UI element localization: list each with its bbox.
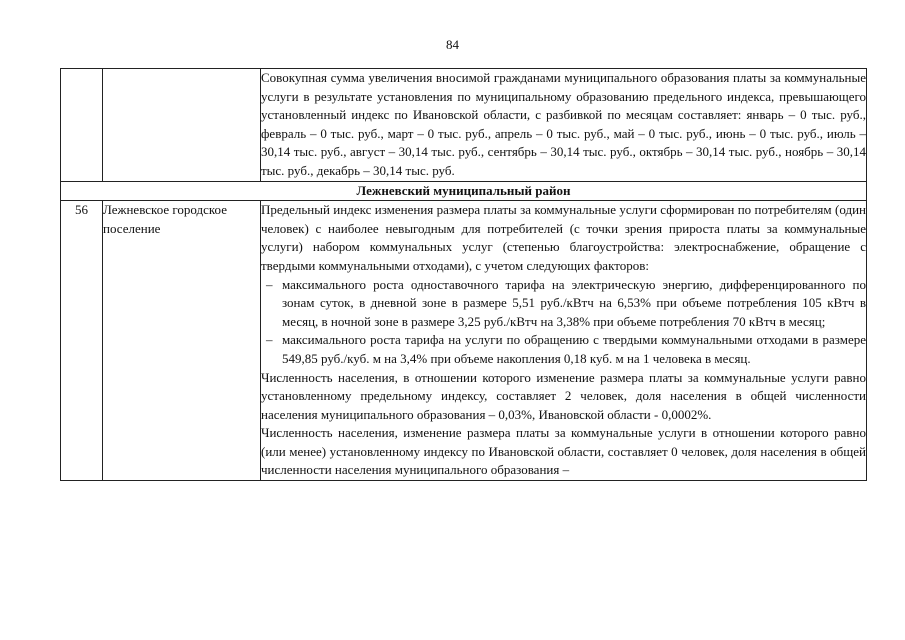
summary-paragraph: Совокупная сумма увеличения вносимой гражданами муниципального образования платы за коммунальные услуги в результате установления по муниципальному образованию предельного индекса, превышающего установленный индекс по Ивановской области, с разбивкой по месяцам составляет: январь – 0 тыс. руб., февраль – 0 тыс. руб., март – 0 тыс. руб., апрель – 0 тыс. руб., май – 0 тыс. руб., июнь – 0 тыс. руб., июль – 30,14 тыс. руб., август – 30,14 тыс. руб., сентябрь – 30,14 тыс. руб., октябрь – 30,14 тыс. руб., ноябрь – 30,14 тыс. руб., декабрь – 30,14 тыс. руб. xyxy=(261,70,866,178)
tariff-table xyxy=(60,68,867,481)
list-item-text: максимального роста одноставочного тарифа на электрическую энергию, дифференцированного по зонам суток, в дневной зоне в размере 5,51 руб./кВтч на 6,53% при объеме потребления 105 кВтч в месяц, в ночной зоне в размере 3,25 руб./кВтч на 3,38% при объеме потребления 70 кВтч в месяц; xyxy=(282,276,866,329)
list-item xyxy=(261,331,866,368)
page-number: 84 xyxy=(446,37,459,52)
description-cell xyxy=(261,201,867,481)
table-row xyxy=(61,69,867,182)
row-number-cell xyxy=(61,69,103,182)
section-header-row xyxy=(61,181,867,201)
list-item-text: максимального роста тарифа на услуги по обращению с твердыми коммунальными отходами в размере 549,85 руб./куб. м на 3,4% при объеме накопления 0,18 куб. м на 1 человека в месяц. xyxy=(282,332,866,366)
section-title: Лежневский муниципальный район xyxy=(61,181,867,201)
municipality-name-cell xyxy=(103,69,261,182)
intro-paragraph: Предельный индекс изменения размера платы за коммунальные услуги сформирован по потребителям (один человек) с наиболее невыгодным для потребителей (с точки зрения прироста платы за коммунальные услуги) набором коммунальных услуг (степенью благоустройства: электроснабжение, обращение с твердыми коммунальными отходами), с учетом следующих факторов: xyxy=(261,202,866,273)
population-paragraph: Численность населения, в отношении которого изменение размера платы за коммунальные услуги равно установленному предельному индексу, составляет 2 человек, доля населения в общей численности населения муниципального образования – 0,03%, Ивановской области - 0,0002%. xyxy=(261,369,866,422)
population-paragraph: Численность населения, изменение размера платы за коммунальные услуги в отношении которого равно (или менее) установленному индексу по Ивановской области, составляет 0 человек, доля населения в общей численности населения муниципального образования – xyxy=(261,425,866,478)
list-item xyxy=(261,276,866,332)
table-row xyxy=(61,201,867,481)
municipality-name-cell: Лежневское городское поселение xyxy=(103,201,261,481)
dash-marker: – xyxy=(266,332,273,348)
dash-marker: – xyxy=(266,276,273,292)
description-cell xyxy=(261,69,867,182)
row-number-cell: 56 xyxy=(61,201,103,481)
